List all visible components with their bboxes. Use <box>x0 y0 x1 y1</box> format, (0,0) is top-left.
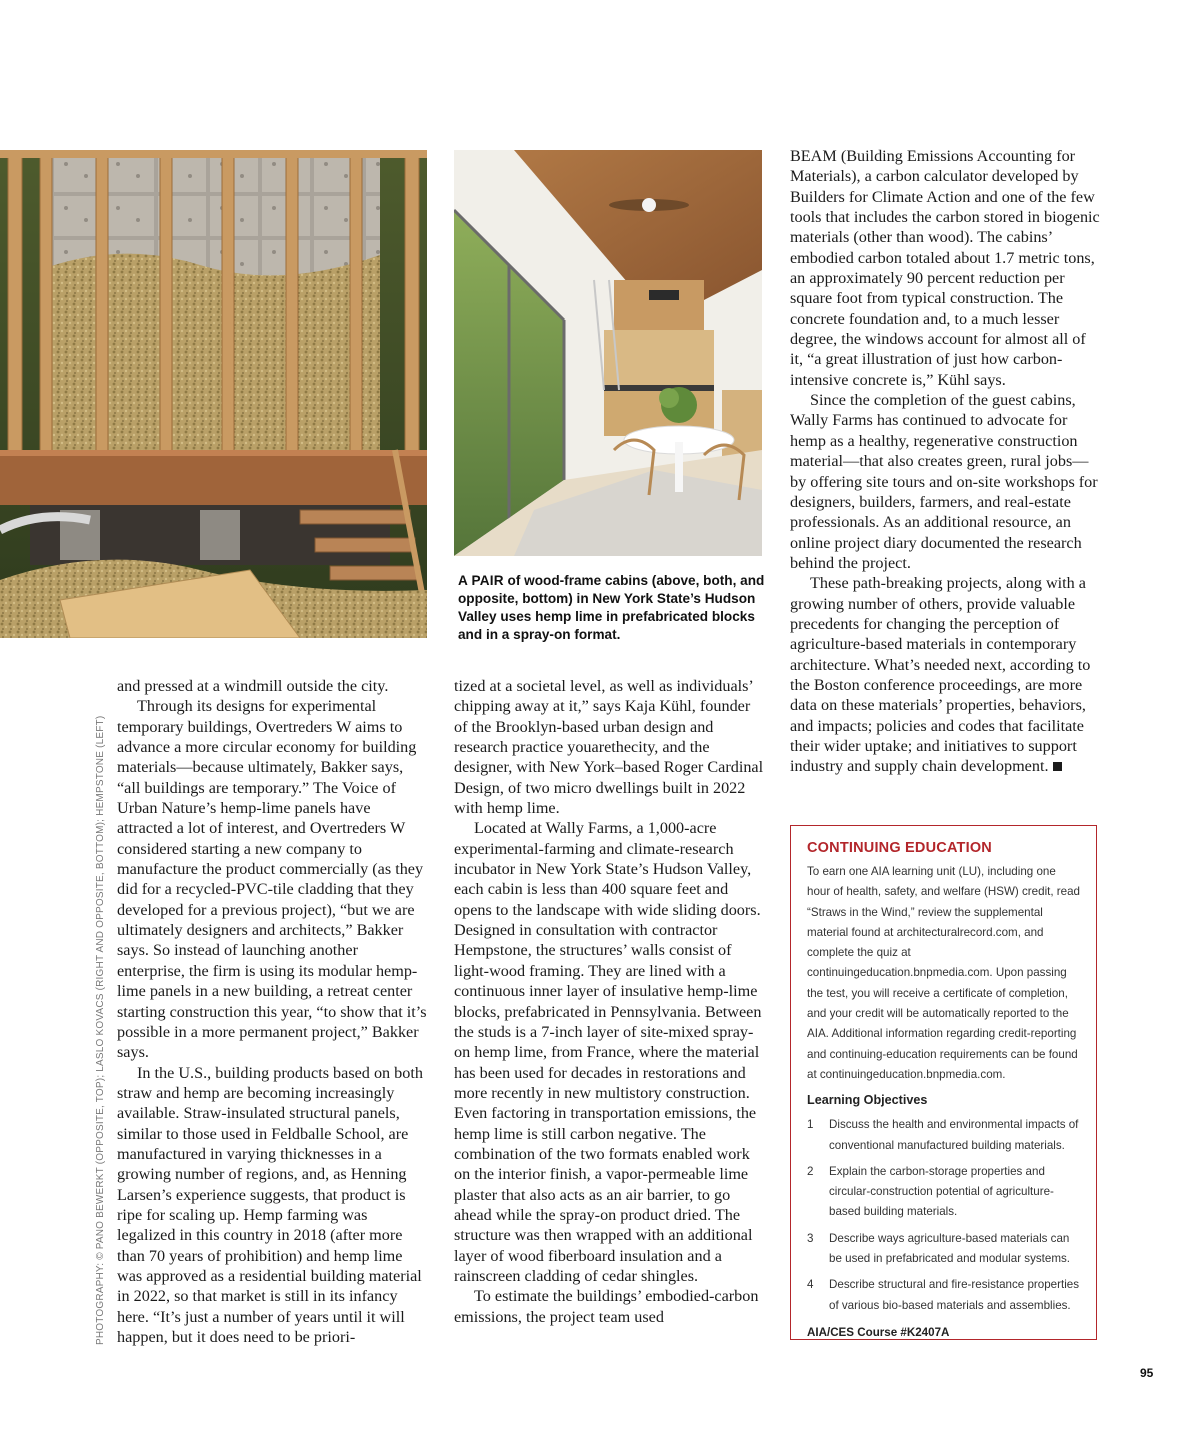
paragraph: In the U.S., building products based on both straw and hemp are becoming increasingly available. Straw-insulated structural panels, similar to those used in Feldballe School, are manufactured in varying thicknesses in a growing number of regions, and, as Henning Larsen’s experience suggests, that product is ripe for scaling up. Hemp farming was legalized in this country in 2018 (after more than 70 years of prohibition) and hemp lime was approved as a residential building material in 2022, so that market is still in its infancy here. “It’s just a number of years until it will happen, but it does need to be priori- <box>117 1063 423 1346</box>
article-column-1 <box>117 676 429 1347</box>
caption-text: of wood-frame cabins (above, both, and opposite, bottom) in New York State’s Hudson Valley uses hemp lime in prefabricated blocks and in a spray-on format. <box>458 573 765 642</box>
paragraph <box>790 573 1102 776</box>
article-column-3 <box>790 146 1102 777</box>
photo-cabin-interior-illustration <box>454 150 762 556</box>
paragraph: Located at Wally Farms, a 1,000-acre experimental-farming and climate-research incubator in New York State’s Hudson Valley, each cabin is less than 400 square feet and opens to the landscape with wide sliding doors. Designed in consultation with contractor Hempstone, the structures’ walls consist of light-wood framing. They are lined with a continuous inner layer of insulative hemp-lime blocks, prefabricated in Pennsylvania. Between the studs is a 7-inch layer of site-mixed spray-on hemp lime, from France, where the material has been used for decades in restorations and more recently in new multistory construction. Even factoring in transportation emissions, the hemp lime is still carbon negative. The combination of the two formats enabled work on the interior finish, a vapor-permeable lime plaster that also acts as an air barrier, to go ahead while the spray-on product dried. The structure was then wrapped with an additional layer of wood fiberboard insulation and a rainscreen cladding of cedar shingles. <box>454 819 762 1285</box>
objective-number: 2 <box>807 1164 814 1178</box>
list-item <box>807 1115 1082 1156</box>
paragraph-text: These path-breaking projects, along with a growing number of others, provide valuable precedents for changing the perception of agriculture-based materials in contemporary architecture. What’s needed next, according to the Boston conference proceedings, are more data on these materials’ properties, behaviors, and impacts; policies and codes that facilitate their wider uptake; and initiatives to support industry and supply chain development. <box>790 574 1091 776</box>
paragraph: BEAM (Building Emissions Accounting for Materials), a carbon calculator developed by Builders for Climate Action and one of the few tools that includes the carbon stored in biogenic materials (other than wood). The cabins’ embodied carbon totaled about 1.7 metric tons, an approximately 90 percent reduction per square foot from typical construction. The concrete foundation and, to a much lesser degree, the windows account for almost all of it, “a great illustration of just how carbon-intensive concrete is,” Kühl says. <box>790 147 1100 389</box>
objective-text: Describe structural and fire-resistance properties of various bio-based materials and assemblies. <box>829 1278 1080 1312</box>
article-column-2 <box>454 676 766 1327</box>
photo-hemp-wall-illustration <box>0 150 427 638</box>
paragraph: Through its designs for experimental temporary buildings, Overtreders W aims to advance a more circular economy for building materials—because ultimately, Bakker says, “all buildings are temporary.” The Voice of Urban Nature’s hemp-lime panels have attracted a lot of interest, and Overtreders W considered starting a new company to manufacture the product commercially (as they did for a recycled-PVC-tile cladding that they developed for a previous project), “but we are ultimately designers and architects,” Bakker says. So instead of launching another enterprise, the firm is using its modular hemp-lime panels in a new building, a retreat center starting construction this year, “to show that it’s possible in a more permanent project,” Bakker says. <box>117 697 427 1062</box>
photo-hemp-wall-construction <box>0 150 427 638</box>
objective-text: Explain the carbon-storage properties and circular-construction potential of agriculture-based building materials. <box>829 1164 1054 1219</box>
list-item <box>807 1229 1082 1270</box>
paragraph: tized at a societal level, as well as individuals’ chipping away at it,” says Kaja Kühl, founder of the Brooklyn-based urban design and research practice youarethecity, and the designer, with New York–based Roger Cardinal Design, of two micro dwellings built in 2022 with hemp lime. <box>454 677 764 818</box>
photo-caption <box>458 572 768 644</box>
learning-objectives-title: Learning Objectives <box>807 1093 928 1108</box>
course-number: AIA/CES Course #K2407A <box>807 1325 950 1339</box>
photo-credit: PHOTOGRAPHY: © PANO BEWERKT (OPPOSITE, TOP); LASLO KOVACS (RIGHT AND OPPOSITE, BOTTOM); HEMPSTONE (LEFT) <box>95 715 106 1345</box>
ce-body: To earn one AIA learning unit (LU), including one hour of health, safety, and welfare (HSW) credit, read “Straws in the Wind,” review the supplemental material found at architecturalrecord.com, and complete the quiz at continuingeducation.bnpmedia.com. Upon passing the test, you will receive a certificate of completion, and your credit will be automatically reported to the AIA. Additional information regarding credit-reporting and continuing-education requirements can be found at continuingeducation.bnpmedia.com. <box>807 865 1081 1081</box>
list-item <box>807 1162 1082 1223</box>
paragraph: Since the completion of the guest cabins, Wally Farms has continued to advocate for hemp as a healthy, regenerative construction material—that also creates green, rural jobs—by offering site tours and on-site workshops for designers, builders, farmers, and real-estate professionals. As an additional resource, an online project diary documented the research behind the project. <box>790 391 1098 572</box>
end-of-article-mark <box>1053 762 1062 771</box>
objective-number: 1 <box>807 1118 814 1132</box>
page-number: 95 <box>1140 1366 1154 1380</box>
objective-text: Discuss the health and environmental impacts of conventional manufactured building materials. <box>829 1118 1079 1152</box>
ce-title: CONTINUING EDUCATION <box>807 840 992 856</box>
paragraph: and pressed at a windmill outside the city. <box>117 677 389 695</box>
caption-lead: A PAIR <box>458 573 504 588</box>
objective-number: 3 <box>807 1231 814 1245</box>
paragraph: To estimate the buildings’ embodied-carbon emissions, the project team used <box>454 1287 759 1326</box>
photo-cabin-interior <box>454 150 762 556</box>
list-item <box>807 1275 1082 1316</box>
learning-objectives-list <box>807 1115 1082 1316</box>
objective-number: 4 <box>807 1278 814 1292</box>
objective-text: Describe ways agriculture-based materials can be used in prefabricated and modular systems. <box>829 1231 1071 1266</box>
continuing-education-box <box>790 825 1097 1340</box>
